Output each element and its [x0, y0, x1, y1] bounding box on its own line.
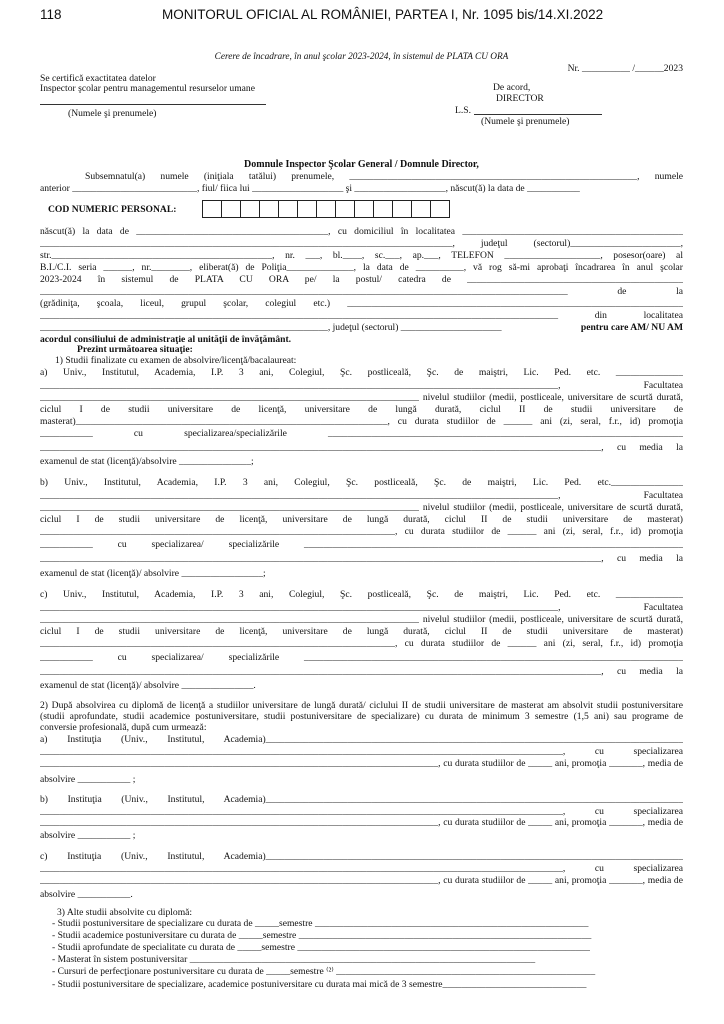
- personal-line[interactable]: B.I./C.I. seria ______, nr.________, eliberat(ă) de Poliţia______________, la data de __________, vă rog să-mi aprobaţi încadrarea în anul şcolar: [40, 262, 683, 273]
- cnp-digit-box[interactable]: [279, 200, 298, 218]
- inspector-title: Inspector şcolar pentru managementul resurselor umane: [40, 83, 255, 94]
- cnp-digit-box[interactable]: [431, 200, 450, 218]
- s2b-line[interactable]: _____________________________________________________________________________________________________________, cu specializarea: [40, 806, 683, 817]
- s3-item[interactable]: - Masterat în sistem postuniversitar ________________________________________________________________________: [52, 954, 536, 965]
- s1c-line[interactable]: _____________________________________________________________________________________________________________________, cu media la: [40, 666, 683, 677]
- certify-text: Se certifică exactitatea datelor: [40, 73, 156, 84]
- cnp-boxes[interactable]: [202, 200, 450, 218]
- cnp-digit-box[interactable]: [336, 200, 355, 218]
- director-signature-line[interactable]: [474, 114, 602, 115]
- s1c-line[interactable]: __________________________________________________________________________, cu durata studiilor de ______ ani (zi, seral, f.r., id) promoţia: [40, 638, 683, 649]
- section-1-title: 1) Studii finalizate cu examen de absolvire/licenţă/bacalaureat:: [55, 355, 297, 366]
- section-2-intro: conversie profesională, după cum urmează:: [40, 722, 207, 733]
- cnp-label: COD NUMERIC PERSONAL:: [48, 204, 177, 215]
- s2a-line[interactable]: _____________________________________________________________________________________________________________, cu specializarea: [40, 746, 683, 757]
- s1b-line[interactable]: ____________________________________________________________________________________________________________, Facultatea: [40, 490, 683, 501]
- s2c-line[interactable]: _____________________________________________________________________________________________________________, cu specializarea: [40, 863, 683, 874]
- cnp-digit-box[interactable]: [241, 200, 260, 218]
- s1c-line[interactable]: c) Univ., Institutul, Academia, I.P. 3 ani, Colegiul, Şc. postliceală, Şc. de maiştri, Lic. Ped. etc. ______________: [40, 589, 683, 600]
- inspector-name-caption: (Numele şi prenumele): [68, 108, 157, 119]
- s1c-line[interactable]: examenul de stat (licenţă)/ absolvire _______________.: [40, 680, 256, 691]
- intro-line[interactable]: anterior __________________________, fiul/ fiica lui ___________________ şi ___________________, născut(ă) la data de ___________: [40, 183, 580, 194]
- cnp-digit-box[interactable]: [203, 200, 222, 218]
- cnp-digit-box[interactable]: [298, 200, 317, 218]
- s3-item[interactable]: - Studii aprofundate de specialitate cu durata de _____semestre _____________________________________________________________: [52, 942, 590, 953]
- personal-line[interactable]: născut(ă) la data de ________________________________________, cu domiciliul în localitatea ______________________________________________: [40, 226, 683, 237]
- inspector-signature-line[interactable]: [40, 104, 266, 105]
- cnp-digit-box[interactable]: [222, 200, 241, 218]
- s2a-line[interactable]: ___________________________________________________________________________________, cu durata studiilor de _____ ani, promoţia _______, media de: [40, 758, 683, 769]
- s1b-line[interactable]: _______________________________________________________________________________ nivelul studiilor (medii, postliceale, universitare de scurtă durată,: [40, 502, 683, 513]
- agree-text: De acord,: [493, 82, 531, 93]
- s2a-line[interactable]: absolvire ___________ ;: [40, 774, 136, 785]
- cnp-digit-box[interactable]: [317, 200, 336, 218]
- s1b-line[interactable]: _____________________________________________________________________________________________________________________, cu media la: [40, 553, 683, 564]
- s1c-line[interactable]: _______________________________________________________________________________ nivelul studiilor (medii, postliceale, universitare de scurtă durată,: [40, 614, 683, 625]
- cnp-digit-box[interactable]: [260, 200, 279, 218]
- personal-line[interactable]: str.______________________________________________, nr. ___, bl.____, sc.___, ap.___, TELEFON ____________________, posesor(oare) al: [40, 250, 683, 261]
- s1c-line[interactable]: ____________________________________________________________________________________________________________, Facultatea: [40, 602, 683, 613]
- s3-item[interactable]: - Studii postuniversitare de specializare, academice postuniversitare cu durata mai mică de 3 semestre______________________________: [52, 979, 587, 990]
- s3-item[interactable]: - Studii postuniversitare de specializare cu durata de _____semestre _________________________________________________________: [52, 918, 589, 929]
- cnp-digit-box[interactable]: [374, 200, 393, 218]
- s2b-line[interactable]: b) Instituţia (Univ., Institutul, Academia)_______________________________________________________________________________________: [40, 794, 683, 805]
- s1b-line: ciclul I de studii universitare de licenţă, universitare de lungă durată, ciclul II de studii universitare de masterat): [40, 514, 683, 525]
- s1b-line[interactable]: __________________________________________________________________________, cu durata studiilor de ______ ani (zi, seral, f.r., id) promoţia: [40, 526, 683, 537]
- section-2-intro: (studii aprofundate, studii academice postuniversitare, studii postuniversitare de specializare) cu durata de minimum 3 semestre (1,5 ani) sau programe de: [40, 711, 683, 722]
- s1c-line[interactable]: ___________ cu specializarea/ specializările _______________________________________________________________________________: [40, 652, 683, 663]
- personal-line[interactable]: ____________________________________________________________________________________________________________ din localitatea: [40, 310, 683, 321]
- s1b-line[interactable]: ___________ cu specializarea/ specializările _______________________________________________________________________________: [40, 539, 683, 550]
- salutation: Domnule Inspector Şcolar General / Domnule Director,: [244, 159, 479, 170]
- personal-line[interactable]: ______________________________________________________________________________________________________________ de la: [40, 286, 683, 297]
- form-subtitle: Cerere de încadrare, în anul şcolar 2023-2024, în sistemul de PLATA CU ORA: [214, 52, 509, 62]
- consent-choice[interactable]: pentru care AM/ NU AM: [580, 322, 683, 333]
- s1a-line[interactable]: _______________________________________________________________________________ nivelul studiilor (medii, postliceale, universitare de scurtă durată,: [40, 392, 683, 403]
- s1b-line[interactable]: b) Univ., Institutul, Academia, I.P. 3 ani, Colegiul, Şc. postliceală, Şc. de maiştri, Lic. Ped. etc._______________: [40, 477, 683, 488]
- s1a-line[interactable]: masterat)_________________________________________________________________, cu durata studiilor de ______ ani (zi, seral, f.r., id) promoţia: [40, 416, 683, 427]
- gazette-title: MONITORUL OFICIAL AL ROMÂNIEI, PARTEA I, Nr. 1095 bis/14.XI.2022: [162, 7, 604, 22]
- s1a-line[interactable]: examenul de stat (licenţă)/absolvire _______________;: [40, 456, 254, 467]
- s1c-line: ciclul I de studii universitare de licenţă, universitare de lungă durată, ciclul II de studii universitare de masterat): [40, 626, 683, 637]
- consent-text: acordul consiliului de administraţie al unităţii de învăţământ.: [40, 334, 292, 345]
- s1a-line[interactable]: ____________________________________________________________________________________________________________, Facultatea: [40, 380, 683, 391]
- situation-title: Prezint următoarea situaţie:: [77, 344, 193, 355]
- cnp-digit-box[interactable]: [412, 200, 431, 218]
- s1a-line: ciclul I de studii universitare de licenţă, universitare de lungă durată, ciclul II de studii universitare de: [40, 404, 683, 415]
- s2a-line[interactable]: a) Instituţia (Univ., Institutul, Academia)_______________________________________________________________________________________: [40, 734, 683, 745]
- s3-item[interactable]: - Studii academice postuniversitare cu durata de _____semestre _____________________________________________________________: [52, 930, 592, 941]
- s3-item[interactable]: - Cursuri de perfecţionare postuniversitare cu durata de _____semestre ⁽²⁾ ______________________________________________________: [52, 966, 596, 977]
- s2c-line[interactable]: c) Instituţia (Univ., Institutul, Academia)_______________________________________________________________________________________: [40, 851, 683, 862]
- registration-number[interactable]: Nr. __________ /______2023: [567, 63, 683, 74]
- personal-line[interactable]: ______________________________________________________________________________________, judeţul (sectorul)_______________________,: [40, 238, 683, 249]
- cnp-digit-box[interactable]: [393, 200, 412, 218]
- s2c-line[interactable]: ___________________________________________________________________________________, cu durata studiilor de _____ ani, promoţia _______, media de: [40, 875, 683, 886]
- stamp-label: L.S.: [455, 105, 471, 116]
- s2c-line[interactable]: absolvire ___________.: [40, 889, 133, 900]
- s1b-line[interactable]: examenul de stat (licenţă)/ absolvire _________________;: [40, 568, 266, 579]
- s1a-line[interactable]: ___________ cu specializarea/specializările __________________________________________________________________________: [40, 428, 683, 439]
- personal-line[interactable]: ____________________________________________________________, judeţul (sectorul) _____________________: [40, 322, 502, 333]
- personal-line[interactable]: 2023-2024 în sistemul de PLATA CU ORA pe/ la postul/ catedra de _____________________________________________: [40, 274, 683, 285]
- s1a-line[interactable]: a) Univ., Institutul, Academia, I.P. 3 ani, Colegiul, Şc. postliceală, Şc. de maiştri, Lic. Ped. etc. ______________: [40, 367, 683, 378]
- s2b-line[interactable]: ___________________________________________________________________________________, cu durata studiilor de _____ ani, promoţia _______, media de: [40, 817, 683, 828]
- s1a-line[interactable]: _____________________________________________________________________________________________________________________, cu media la: [40, 442, 683, 453]
- director-title: DIRECTOR: [496, 93, 544, 104]
- s2b-line[interactable]: absolvire ___________ ;: [40, 830, 136, 841]
- personal-line[interactable]: (grădiniţa, şcoala, liceul, grupul şcolar, colegiul etc.) ______________________________________________________________________: [40, 298, 683, 309]
- section-2-intro: 2) După absolvirea cu diplomă de licenţă a studiilor universitare de lungă durată/ ciclului II de studii universitare de masterat am absolvit studii postuniversitare: [40, 700, 683, 711]
- page-number: 118: [40, 7, 62, 22]
- section-3-title: 3) Alte studii absolvite cu diplomă:: [57, 907, 193, 918]
- cnp-digit-box[interactable]: [355, 200, 374, 218]
- director-name-caption: (Numele şi prenumele): [481, 116, 570, 127]
- intro-line[interactable]: Subsemnatul(a) numele (iniţiala tatălui) prenumele, ____________________________________________________________, numele: [85, 171, 683, 182]
